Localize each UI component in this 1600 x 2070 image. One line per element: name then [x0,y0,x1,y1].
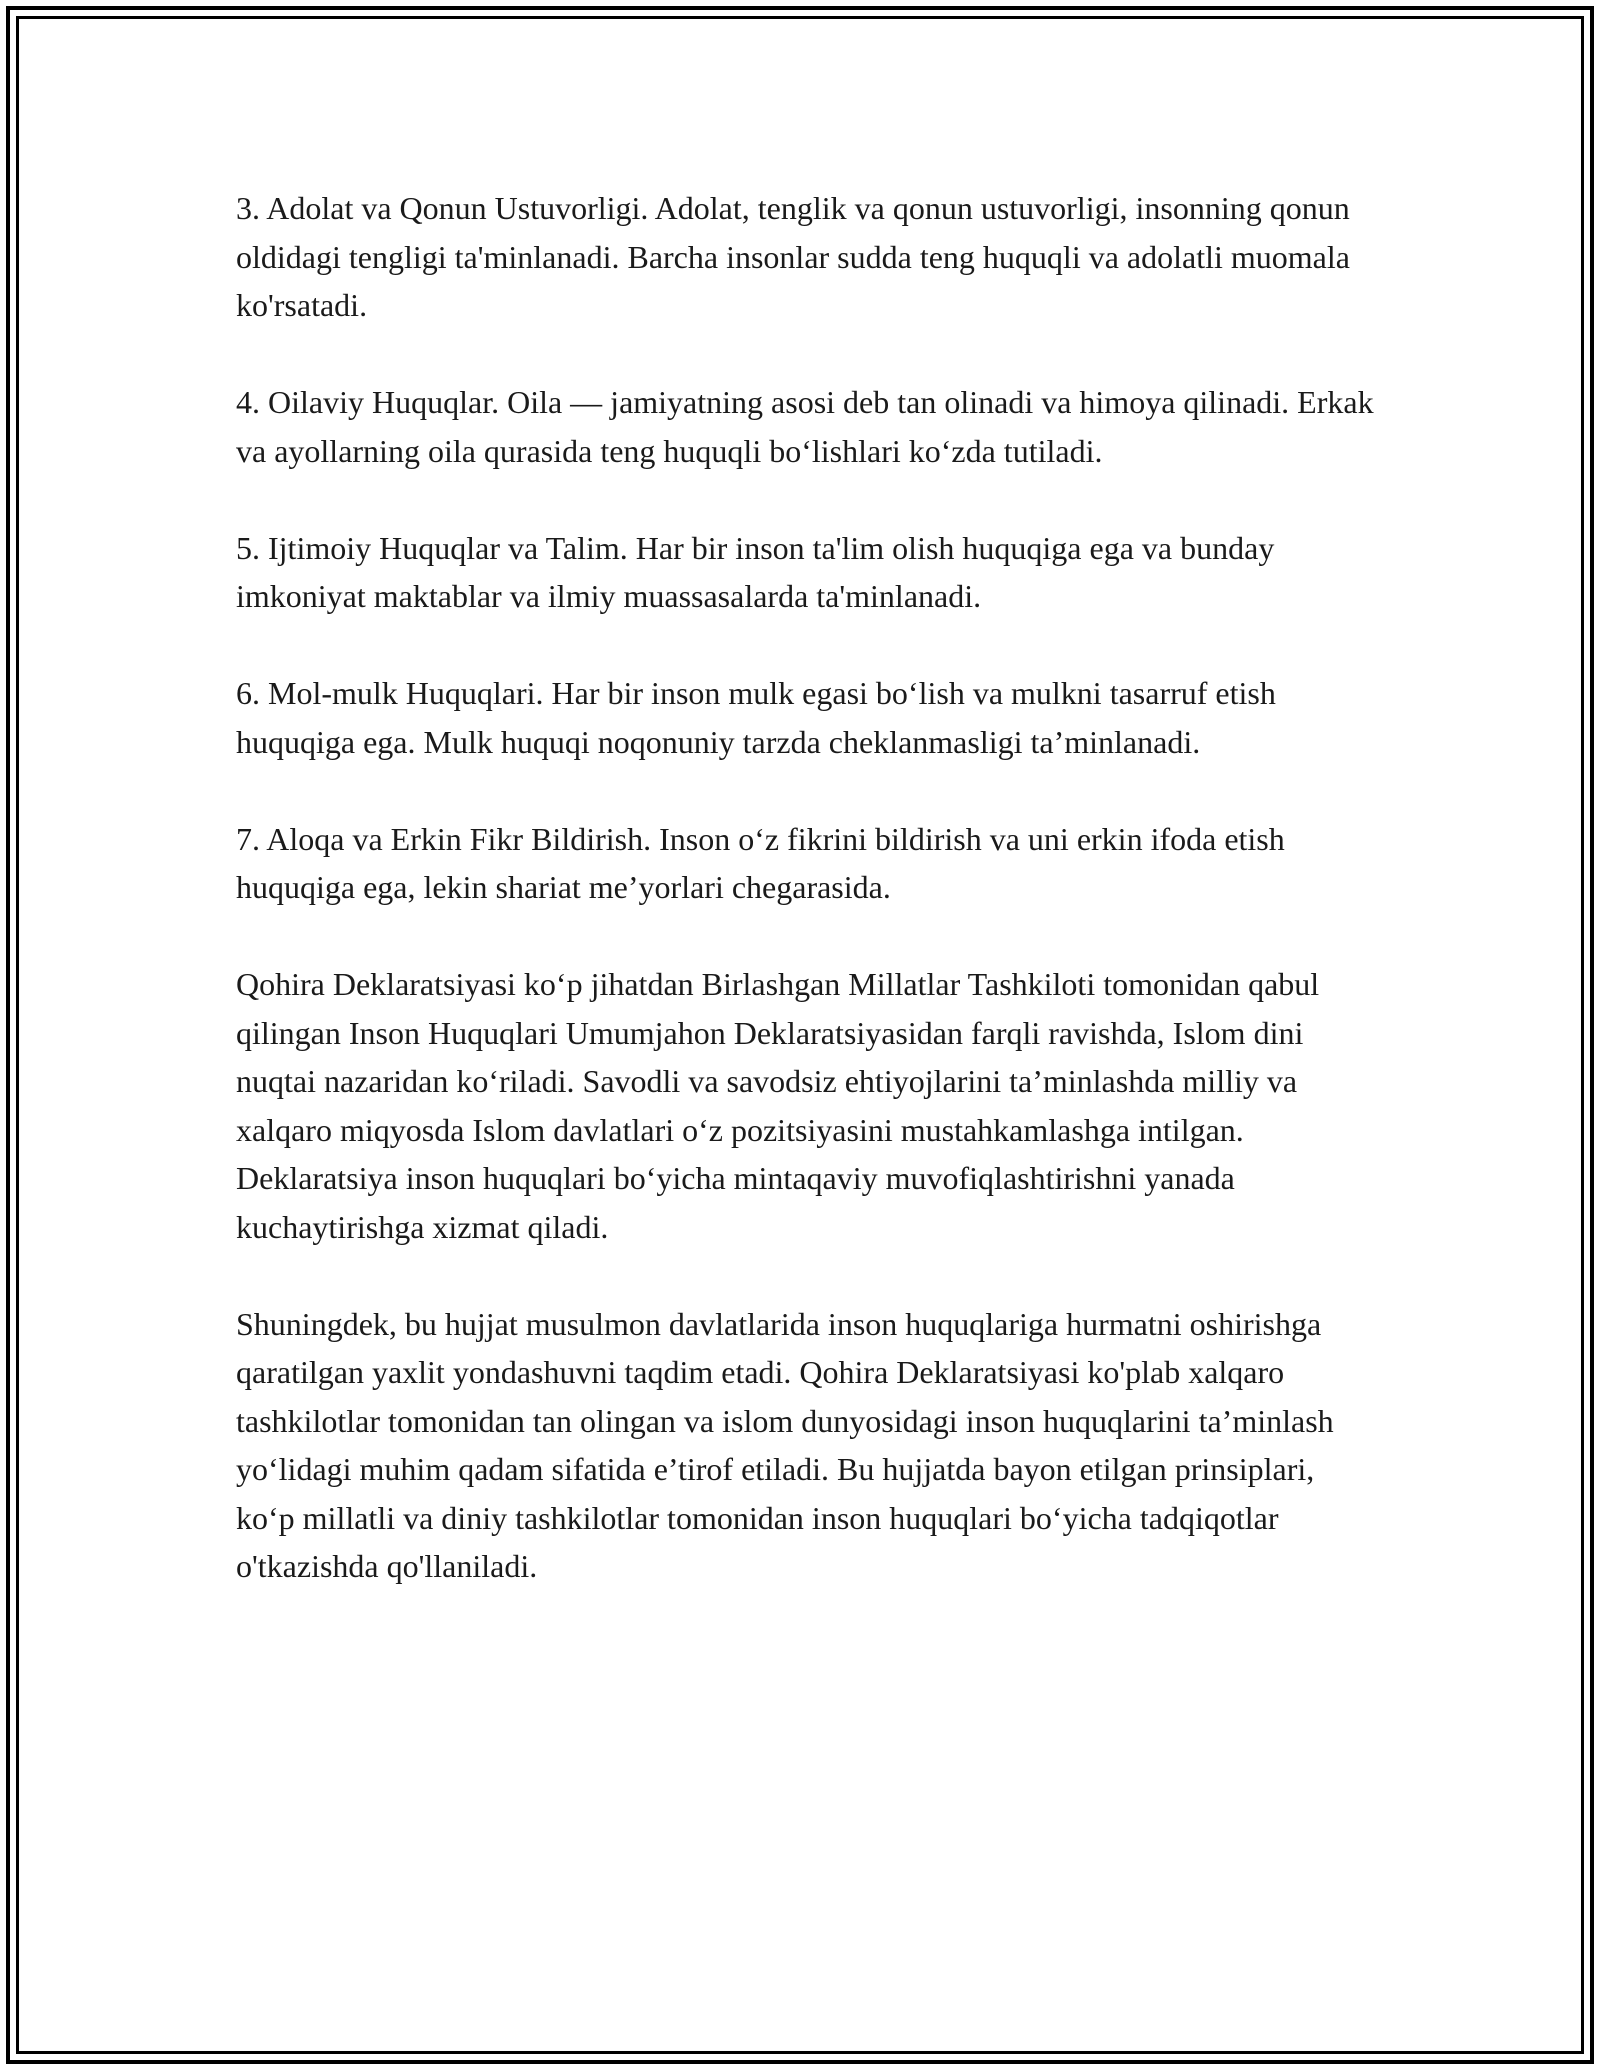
paragraph-item-6: 6. Mol-mulk Huquqlari. Har bir inson mulk egasi bo‘lish va mulkni tasarruf etish huquqiga ega. Mulk huquqi noqonuniy tarzda cheklanmasligi ta’minlanadi. [236,675,1276,760]
paragraph-item-7: 7. Aloqa va Erkin Fikr Bildirish. Inson o‘z fikrini bildirish va uni erkin ifoda etish huquqiga ega, lekin shariat me’yorlari chegarasida. [236,820,1285,905]
paragraph-item-3: 3. Adolat va Qonun Ustuvorligi. Adolat, tenglik va qonun ustuvorligi, insonning qonun oldidagi tengligi ta'minlanadi. Barcha insonlar sudda teng huquqli va adolatli muomala ko'rsatadi. [236,190,1350,323]
paragraph-cairo-declaration: Qohira Deklaratsiyasi ko‘p jihatdan Birlashgan Millatlar Tashkiloti tomonidan qabul qilingan Inson Huquqlari Umumjahon Deklaratsiyasidan farqli ravishda, Islom dini nuqtai nazaridan ko‘riladi. Savodli va savodsiz ehtiyojlarini ta’minlashda milliy va xalqaro miqyosda Islom davlatlari o‘z pozitsiyasini mustahkamlashga intilgan. Deklaratsiya inson huquqlari bo‘yicha mintaqaviy muvofiqlashtirishni yanada kuchaytirishga xizmat qiladi. [236,966,1320,1245]
paragraph-item-4: 4. Oilaviy Huquqlar. Oila — jamiyatning asosi deb tan olinadi va himoya qilinadi. Erkak va ayollarning oila qurasida teng huquqli bo‘lishlari ko‘zda tutiladi. [236,384,1374,469]
paragraph-item-5: 5. Ijtimoiy Huquqlar va Talim. Har bir inson ta'lim olish huquqiga ega va bunday imkoniyat maktablar va ilmiy muassasalarda ta'minlanadi. [236,529,1275,614]
document-body [236,184,1376,1639]
paragraph-conclusion: Shuningdek, bu hujjat musulmon davlatlarida inson huquqlariga hurmatni oshirishga qaratilgan yaxlit yondashuvni taqdim etadi. Qohira Deklaratsiyasi ko'plab xalqaro tashkilotlar tomonidan tan olingan va islom dunyosidagi inson huquqlarini ta’minlash yo‘lidagi muhim qadam sifatida e’tirof etiladi. Bu hujjatda bayon etilgan prinsiplari, ko‘p millatli va diniy tashkilotlar tomonidan inson huquqlari bo‘yicha tadqiqotlar o'tkazishda qo'llaniladi. [236,1305,1334,1584]
